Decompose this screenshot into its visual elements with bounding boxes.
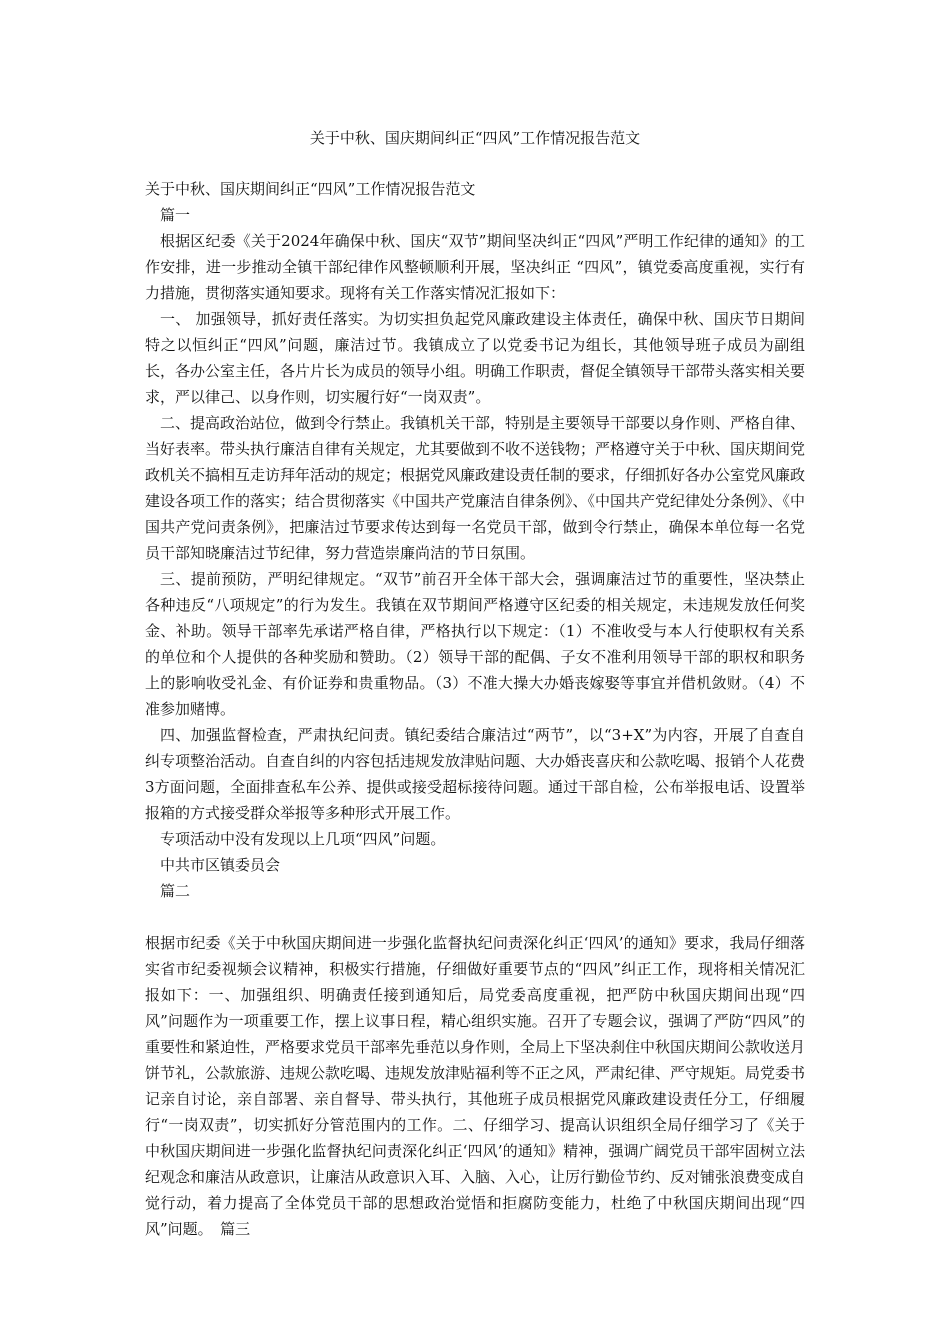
body-heading: 关于中秋、国庆期间纠正“四风”工作情况报告范文 [145, 180, 476, 198]
section-label-1: 篇一 [160, 206, 191, 224]
document-title: 关于中秋、国庆期间纠正“四风”工作情况报告范文 [309, 129, 641, 147]
section-label-2: 篇二 [160, 882, 191, 900]
paragraph: 根据市纪委《关于中秋国庆期间进一步强化监督执纪问责深化纠正‘四风’的通知》要求，我局仔细落实省市纪委视频会议精神，积极实行措施，仔细做好重要节点的“四风”纠正工作，现将相关情况汇报如下：一、加强组织、明确责任接到通知后，局党委高度重视，把严防中秋国庆期间出现“四风”问题作为一项重要工作，摆上议事日程，精心组织实施。召开了专题会议，强调了严防“四风”的重要性和紧迫性，严格要求党员干部率先垂范以身作则，全局上下坚决刹住中秋国庆期间公款收送月饼节礼，公款旅游、违规公款吃喝、违规发放津贴福利等不正之风，严肃纪律、严守规矩。局党委书记亲自讨论，亲自部署、亲自督导、带头执行，其他班子成员根据党风廉政建设责任分工，仔细履行“一岗双责”，切实抓好分管范围内的工作。二、仔细学习、提高认识组织全局仔细学习了《关于中秋国庆期间进一步强化监督执纪问责深化纠正‘四风’的通知》精神，强调广阔党员干部牢固树立法纪观念和廉洁从政意识，让廉洁从政意识入耳、入脑、入心，让厉行勤俭节约、反对铺张浪费变成自觉行动，着力提高了全体党员干部的思想政治觉悟和拒腐防变能力，杜绝了中秋国庆期间出现“四风”问题。 篇三 [145, 934, 806, 1238]
paragraph: 四、加强监督检查，严肃执纪问责。镇纪委结合廉洁过“两节”，以“3+X”为内容，开展了自查自纠专项整治活动。自查自纠的内容包括违规发放津贴问题、大办婚丧喜庆和公款吃喝、报销个人花费3方面问题，全面排查私车公养、提供或接受超标接待问题。通过干部自检，公布举报电话、设置举报箱的方式接受群众举报等多种形式开展工作。 [145, 726, 806, 822]
document-body [145, 176, 805, 1242]
paragraph: 三、提前预防，严明纪律规定。“双节”前召开全体干部大会，强调廉洁过节的重要性，坚决禁止各种违反“八项规定”的行为发生。我镇在双节期间严格遵守区纪委的相关规定，未违规发放任何奖金、补助。领导干部率先承诺严格自律，严格执行以下规定：（1）不准收受与本人行使职权有关系的单位和个人提供的各种奖励和赞助。（2）领导干部的配偶、子女不准利用领导干部的职权和职务上的影响收受礼金、有价证券和贵重物品。（3）不准大操大办婚丧嫁娶等事宜并借机敛财。（4）不准参加赌博。 [145, 570, 805, 718]
signature-line: 中共市区镇委员会 [160, 856, 281, 874]
paragraph: 专项活动中没有发现以上几项“四风”问题。 [160, 830, 446, 848]
paragraph: 一、 加强领导，抓好责任落实。为切实担负起党风廉政建设主体责任，确保中秋、国庆节日期间特之以恒纠正“四风”问题，廉洁过节。我镇成立了以党委书记为组长，其他领导班子成员为副组长，各办公室主任，各片片长为成员的领导小组。明确工作职责，督促全镇领导干部带头落实相关要求，严以律己、以身作则，切实履行好“一岗双责”。 [145, 310, 806, 406]
paragraph: 根据区纪委《关于2024年确保中秋、国庆“双节”期间坚决纠正“四风”严明工作纪律的通知》的工作安排，进一步推动全镇干部纪律作风整顿顺利开展，坚决纠正 “四风”，镇党委高度重视，实行有力措施，贯彻落实通知要求。现将有关工作落实情况汇报如下： [145, 232, 805, 302]
paragraph: 二、提高政治站位，做到令行禁止。我镇机关干部，特别是主要领导干部要以身作则、严格自律、当好表率。带头执行廉洁自律有关规定，尤其要做到不收不送钱物；严格遵守关于中秋、国庆期间党政机关不搞相互走访拜年活动的规定；根据党风廉政建设责任制的要求，仔细抓好各办公室党风廉政建设各项工作的落实；结合贯彻落实《中国共产党廉洁自律条例》、《中国共产党纪律处分条例》、《中国共产党问责条例》，把廉洁过节要求传达到每一名党员干部，做到令行禁止，确保本单位每一名党员干部知晓廉洁过节纪律，努力营造崇廉尚洁的节日氛围。 [145, 414, 806, 562]
spacer [145, 904, 805, 930]
